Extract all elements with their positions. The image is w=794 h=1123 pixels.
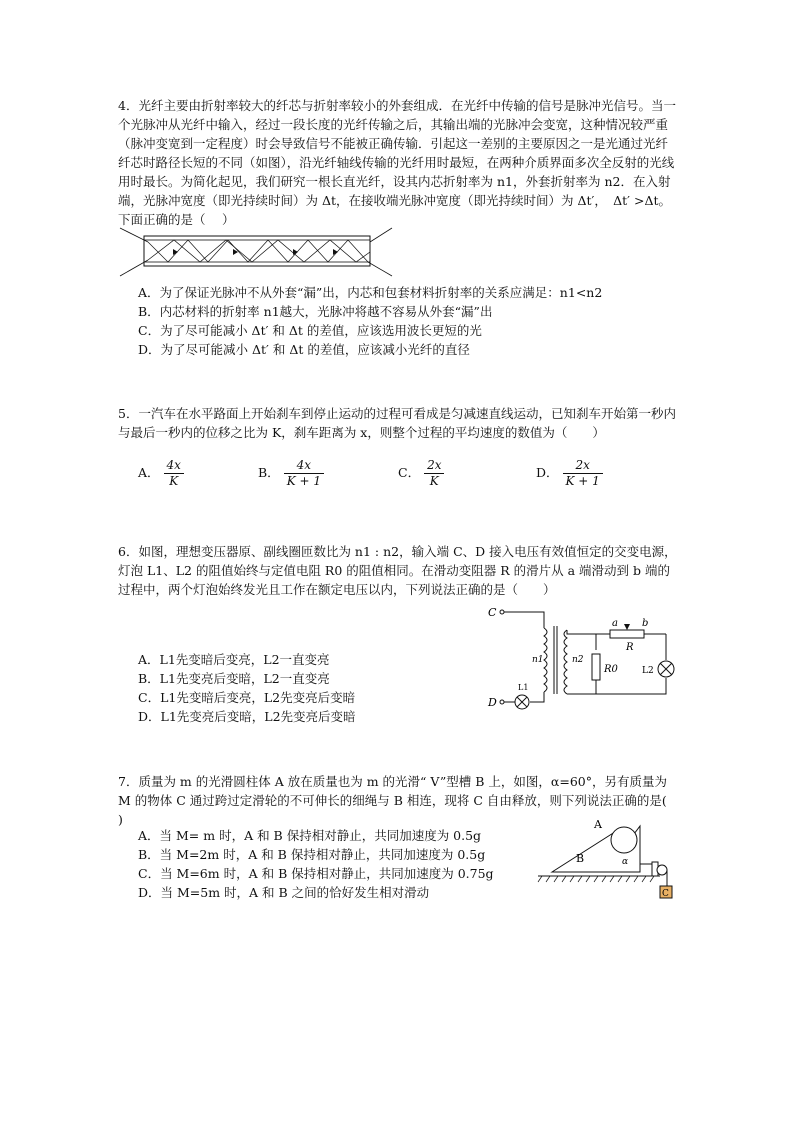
q5-stem: 5．一汽车在水平路面上开始刹车到停止运动的过程可看成是匀减速直线运动，已知刹车开始第一秒内与最后一秒内的位移之比为 K，刹车距离为 x，则整个过程的平均速度的数值为（ ） [118, 406, 676, 440]
q4-stem: 4．光纤主要由折射率较大的纤芯与折射率较小的外套组成．在光纤中传输的信号是脉冲光信号。当一个光脉冲从光纤中输入，经过一段长度的光纤传输之后，其输出端的光脉冲会变宽，这种情况较严重（脉冲变宽到一定程度）时会导致信号不能被正确传输．引起这一差别的主要原因之一是光通过光纤纤芯时路径长短的不同（如图），沿光纤轴线传输的光纤用时最短，在两种介质界面多次全反射的光线用时最长。为简化起见，我们研究一根长直光纤，设其内芯折射率为 n1，外套折射率为 n2．在入射端，光脉冲宽度（即光持续时间）为 Δt，在接收端光脉冲宽度（即光持续时间）为 Δt′， Δt′ >Δt。下面正确的是（ ） [118, 98, 676, 227]
q5-fraction-d: $\frac{2x}{K + 1}$ [563, 458, 603, 489]
q7-stem: 7．质量为 m 的光滑圆柱体 A 放在质量也为 m 的光滑“ V”型槽 B 上，如图，α=60°，另有质量为 M 的物体 C 通过跨过定滑轮的不可伸长的细绳与 B 相连，现将 C 自由释放，则下列说法正确的是( ) [118, 774, 684, 827]
q5-fraction-a: $\frac{4x}{K}$ [164, 458, 184, 489]
q5-option-d: D． $\frac{2x}{K + 1}$ [536, 458, 603, 489]
question-5 [118, 404, 678, 442]
q6-option-b: B．L1先变亮后变暗，L2一直变亮 [138, 671, 330, 686]
q5-fraction-c: $\frac{2x}{K}$ [424, 458, 444, 489]
optical-fiber-diagram [118, 226, 394, 278]
svg-text:C: C [488, 606, 497, 619]
svg-text:A: A [594, 818, 602, 831]
question-4 [118, 96, 678, 229]
q5-option-b: B． $\frac{4x}{K + 1}$ [258, 458, 324, 489]
svg-text:C: C [662, 889, 669, 899]
svg-text:R: R [626, 642, 634, 653]
svg-text:L2: L2 [642, 666, 654, 676]
q6-option-d: D．L1先变亮后变暗，L2先变亮后变暗 [138, 709, 356, 724]
question-6 [118, 542, 678, 599]
q5-option-c: C． $\frac{2x}{K}$ [398, 458, 444, 489]
q7-option-b: B．当 M=2m 时，A 和 B 保持相对静止，共同加速度为 0.5g [138, 847, 486, 862]
svg-text:B: B [576, 852, 585, 865]
q7-option-c: C．当 M=6m 时，A 和 B 保持相对静止，共同加速度为 0.75g [138, 866, 494, 881]
q4-option-c: C．为了尽可能减小 Δt′ 和 Δt 的差值，应该选用波长更短的光 [138, 323, 482, 338]
q4-option-a: A．为了保证光脉冲不从外套“漏”出，内芯和包套材料折射率的关系应满足：n1<n2 [138, 285, 603, 300]
q7-option-a: A．当 M= m 时，A 和 B 保持相对静止，共同加速度为 0.5g [138, 828, 482, 843]
svg-text:α: α [622, 857, 629, 867]
q6-option-c: C．L1先变暗后变亮，L2先变亮后变暗 [138, 690, 356, 705]
v-groove-pulley-diagram [536, 812, 678, 902]
q4-option-b: B．内芯材料的折射率 n1越大，光脉冲将越不容易从外套“漏”出 [138, 304, 493, 319]
svg-text:R0: R0 [604, 664, 618, 675]
svg-text:n2: n2 [572, 655, 584, 665]
q5-option-a: A． $\frac{4x}{K}$ [138, 458, 184, 489]
svg-text:L1: L1 [518, 683, 529, 692]
q6-option-a: A．L1先变暗后变亮，L2一直变亮 [138, 652, 330, 667]
svg-text:D: D [488, 696, 497, 709]
transformer-circuit-diagram [484, 604, 680, 714]
q4-option-d: D．为了尽可能减小 Δt′ 和 Δt 的差值，应该减小光纤的直径 [138, 342, 470, 357]
q6-stem: 6．如图，理想变压器原、副线圈匝数比为 n1 : n2，输入端 C、D 接入电压有效值恒定的交变电源，灯泡 L1、L2 的阻值始终与定值电阻 R0 的阻值相同。在滑动变阻器 R 的滑片从 a 端滑动到 b 端的过程中，两个灯泡始终发光且工作在额定电压以内，下列说法正确的是（ ） [118, 544, 677, 597]
svg-text:b: b [642, 618, 649, 629]
svg-text:a: a [612, 618, 618, 629]
q7-option-d: D．当 M=5m 时，A 和 B 之间的恰好发生相对滑动 [138, 885, 430, 900]
svg-text:n1: n1 [532, 655, 544, 665]
q5-fraction-b: $\frac{4x}{K + 1}$ [284, 458, 324, 489]
